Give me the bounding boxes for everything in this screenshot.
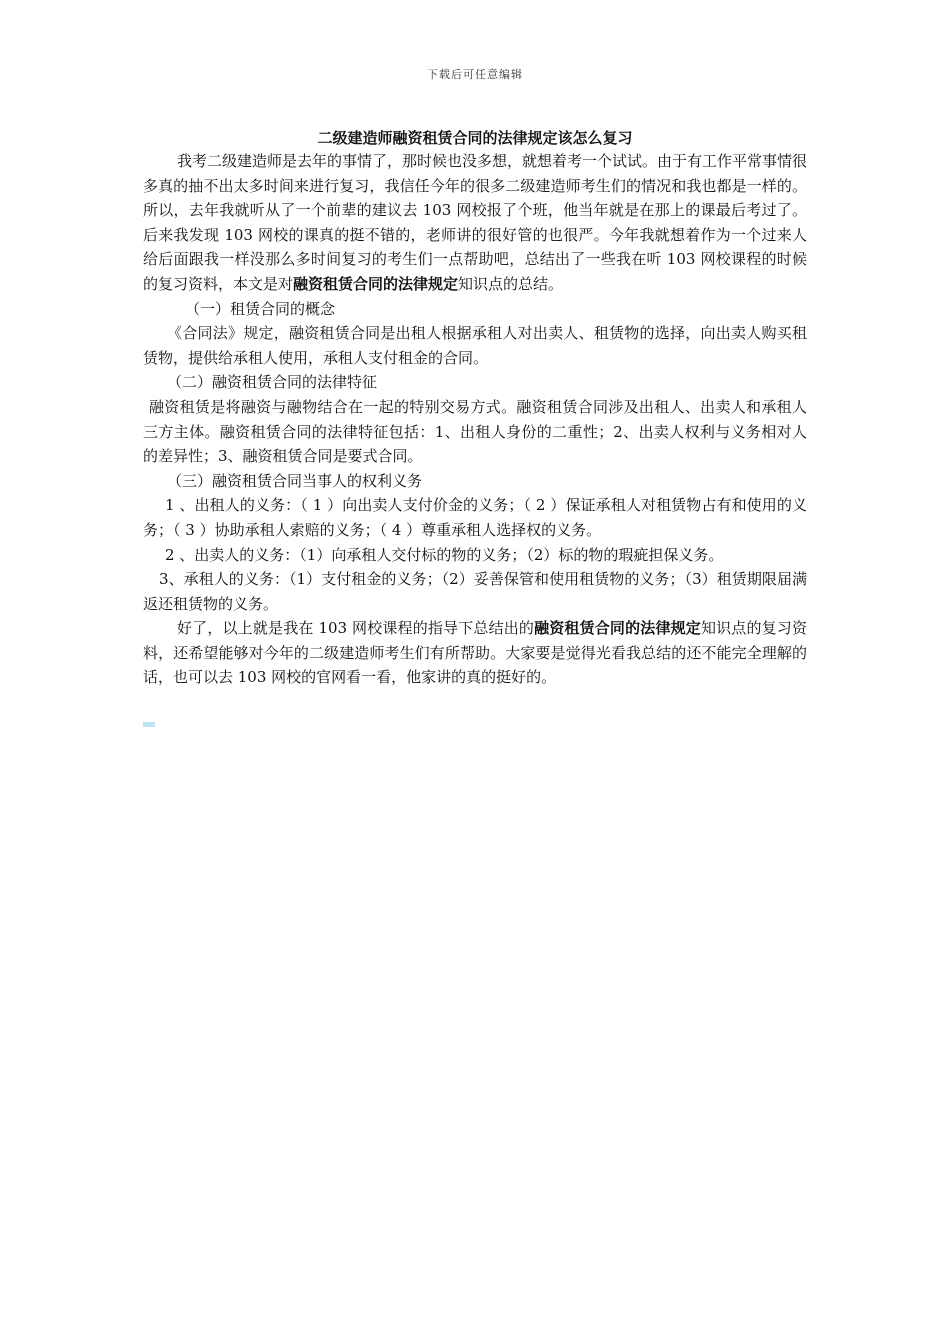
closing-lead: 好了，以上就是我在 103 网校课程的指导下总结出的 [177,619,535,638]
section1-heading: （一）租赁合同的概念 [185,299,336,318]
list-item: 3、承租人的义务：（1）支付租金的义务；（2）妥善保管和使用租赁物的义务；（3）租赁期限届满返还租赁物的义务。 [143,570,807,613]
text-cursor-marker [143,722,155,727]
document-body [143,149,807,690]
document-title: 二级建造师融资租赁合同的法律规定该怎么复习 [317,129,633,147]
intro-bold-keyword: 融资租赁合同的法律规定 [293,274,459,293]
closing-tail: 知识点的复习资料，还希望能够对今年的二级建造师考生们有所帮助。大家要是觉得光看我总结的还不能完全理解的话，也可以去 103 网校的官网看一看，他家讲的真的挺好的。 [143,619,807,687]
intro-text: 我考二级建造师是去年的事情了，那时候也没多想，就想着考一个试试。由于有工作平常事情很多真的抽不出太多时间来进行复习，我信任今年的很多二级建造师考生们的情况和我也都是一样的。所以，去年我就听从了一个前辈的建议去 103 网校报了个班，他当年就是在那上的课最后考过了。后来我发现 103 网校的课真的挺不错的，老师讲的很好管的也很严。今年我就想着作为一个过来人给后面跟我一样没那么多时间复习的考生们一点帮助吧，总结出了一些我在听 103 网校课程的时候的复习资料，本文是对 [143,152,808,293]
closing-paragraph [143,616,807,690]
list-item: 1 、出租人的义务：（ 1 ）向出卖人支付价金的义务；（ 2 ）保证承租人对租赁物占有和使用的义务；（ 3 ）协助承租人索赔的义务；（ 4 ）尊重承租人选择权的义务。 [143,496,807,539]
header-note: 下载后可任意编辑 [427,68,523,81]
intro-paragraph [143,149,807,297]
section2-paragraph: 融资租赁是将融资与融物结合在一起的特别交易方式。融资租赁合同涉及出租人、出卖人和承租人三方主体。融资租赁合同的法律特征包括：1、出租人身份的二重性；2、出卖人权利与义务相对人的差异性；3、融资租赁合同是要式合同。 [143,397,807,466]
list-item: 2 、出卖人的义务：（1）向承租人交付标的物的义务；（2）标的物的瑕疵担保义务。 [165,545,724,564]
section1-paragraph: 《合同法》规定，融资租赁合同是出租人根据承租人对出卖人、租赁物的选择，向出卖人购买租赁物，提供给承租人使用，承租人支付租金的合同。 [143,324,807,367]
closing-bold-keyword: 融资租赁合同的法律规定 [534,619,701,638]
section3-heading: （三）融资租赁合同当事人的权利义务 [167,471,423,490]
section2-heading: （二）融资租赁合同的法律特征 [167,373,378,392]
intro-tail: 知识点的总结。 [458,274,564,293]
